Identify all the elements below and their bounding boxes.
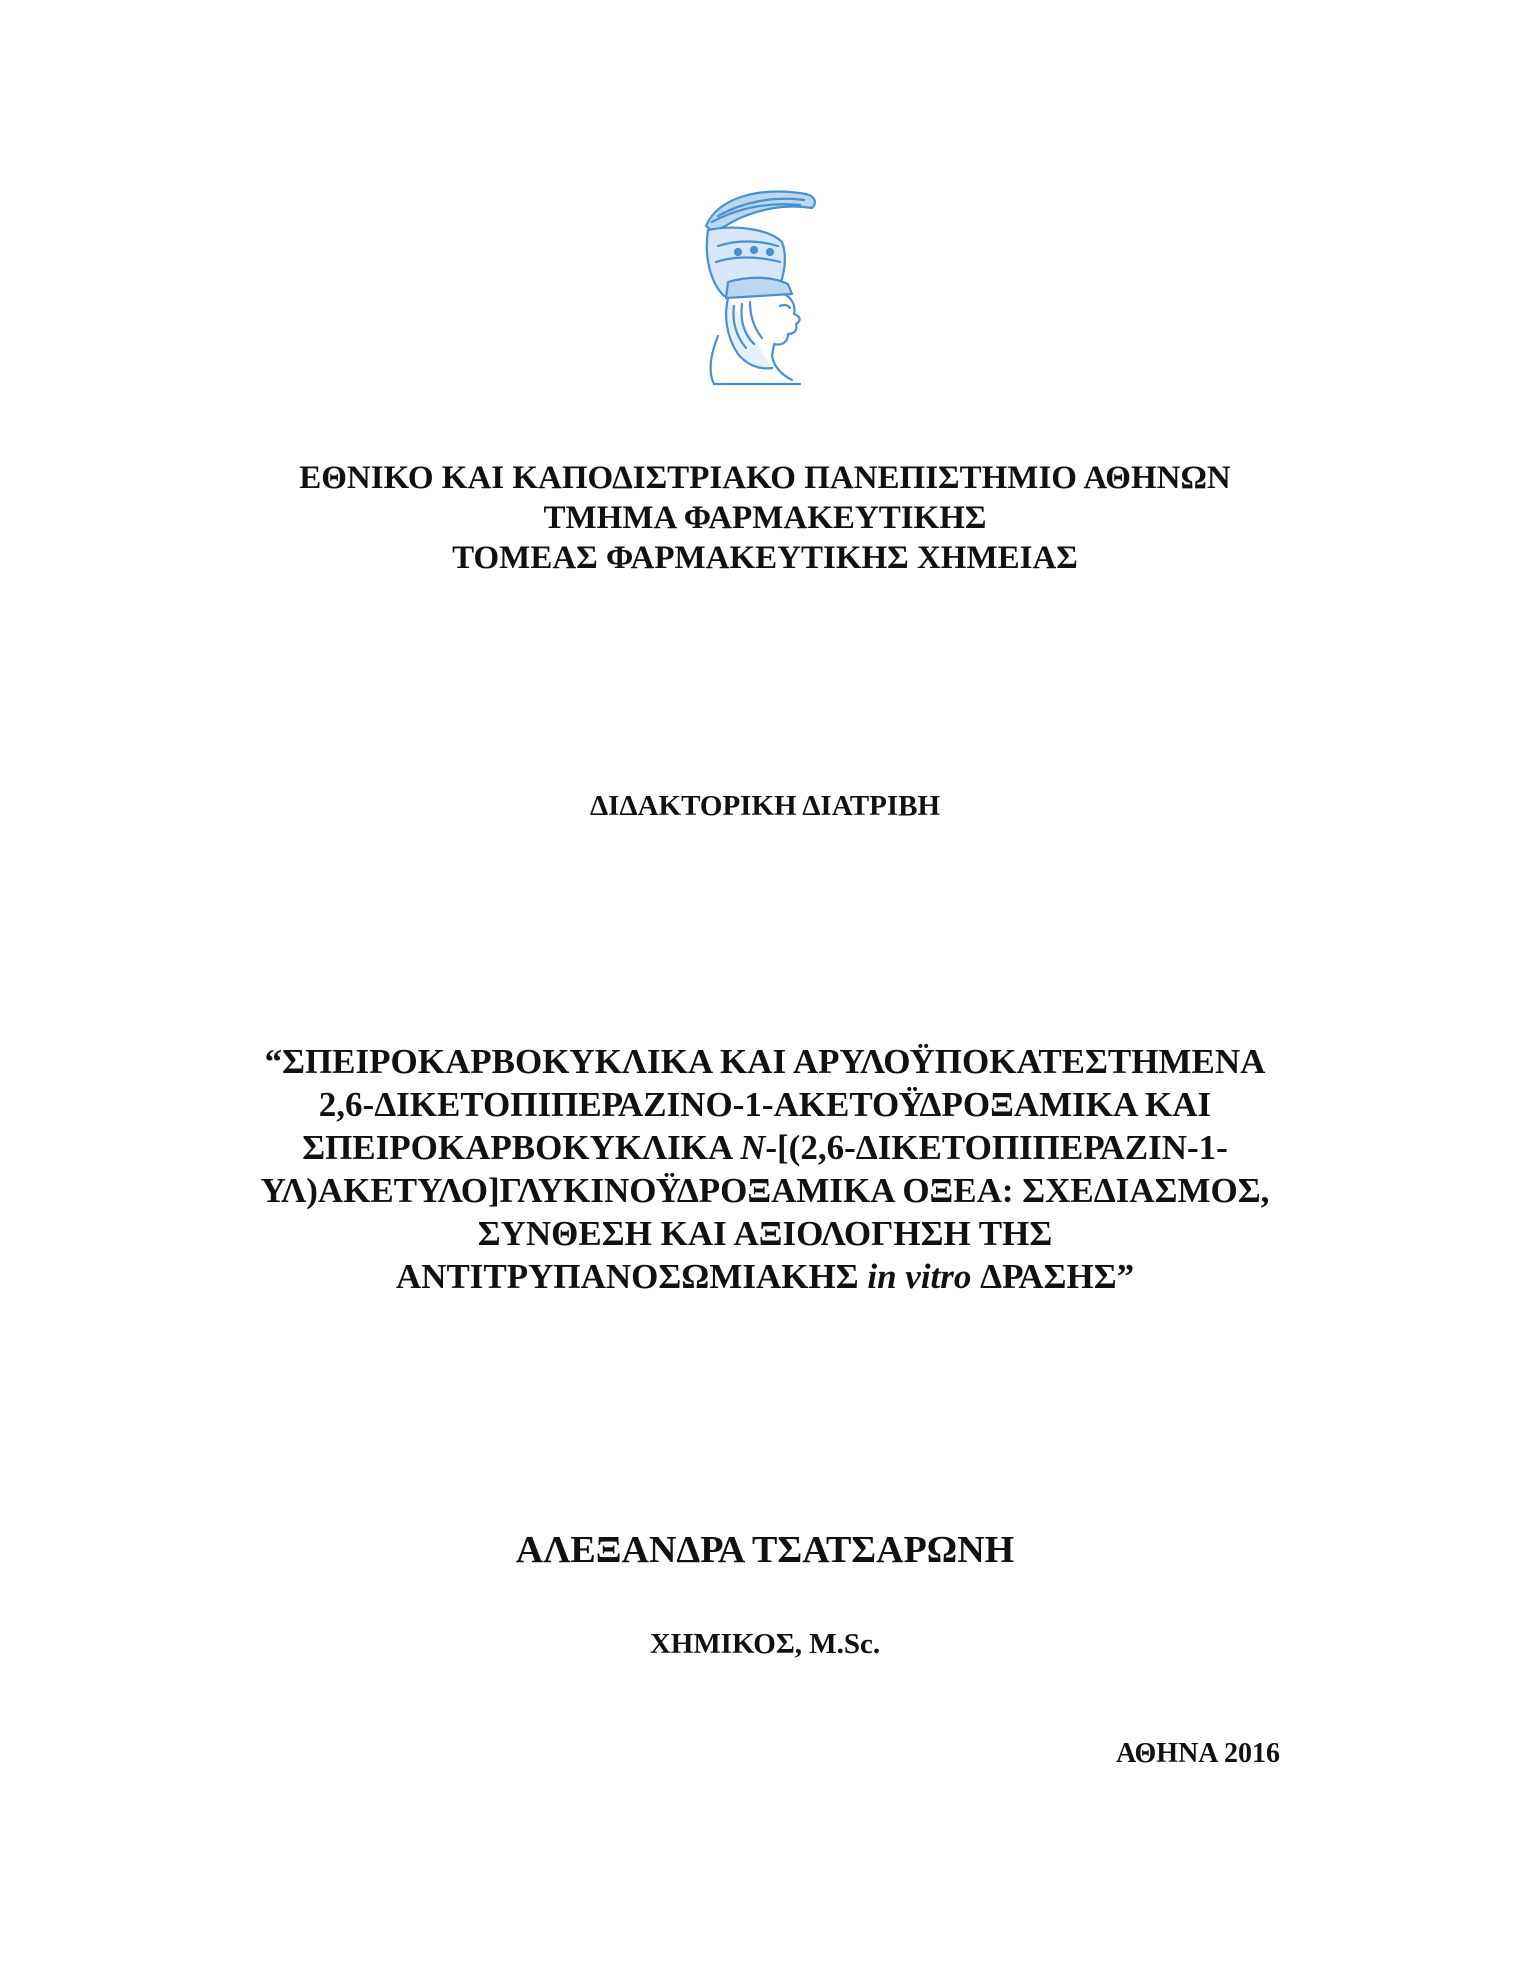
- author-degree: ΧΗΜΙΚΟΣ, M.Sc.: [649, 1628, 881, 1660]
- place-and-year: ΑΘΗΝΑ 2016: [1115, 1738, 1280, 1769]
- sector-name: ΤΟΜΕΑΣ ΦΑΡΜΑΚΕΥΤΙΚΗΣ ΧΗΜΕΙΑΣ: [452, 540, 1078, 576]
- thesis-title-text: ΔΡΑΣΗΣ”: [971, 1257, 1135, 1296]
- thesis-title-text: ΣΠΕΙΡΟΚΑΡΒΟΚΥΚΛΙΚΑ: [302, 1128, 741, 1167]
- thesis-title-line: 2,6-ΔΙΚΕΤΟΠΙΠΕΡΑΖΙΝΟ-1-ΑΚΕΤΟΫΔΡΟΞΑΜΙΚΑ ΚΑΙ: [318, 1085, 1212, 1124]
- thesis-title-text: -[(2,6-ΔΙΚΕΤΟΠΙΠΕΡΑΖΙΝ-1-: [765, 1128, 1228, 1167]
- author-name: ΑΛΕΞΑΝΔΡΑ ΤΣΑΤΣΑΡΩΝΗ: [515, 1529, 1015, 1571]
- thesis-title-line: ΥΛ)ΑΚΕΤΥΛΟ]ΓΛΥΚΙΝΟΫΔΡΟΞΑΜΙΚΑ ΟΞΕΑ: ΣΧΕΔΙΑΣΜΟΣ,: [260, 1171, 1270, 1210]
- department-name: ΤΜΗΜΑ ΦΑΡΜΑΚΕΥΤΙΚΗΣ: [543, 500, 987, 536]
- thesis-title-text: ΑΝΤΙΤΡΥΠΑΝΟΣΩΜΙΑΚΗΣ: [395, 1257, 868, 1296]
- thesis-title-line: [0, 1255, 1530, 1298]
- thesis-title-line: “ΣΠΕΙΡΟΚΑΡΒΟΚΥΚΛΙΚΑ ΚΑΙ ΑΡΥΛΟΫΠΟΚΑΤΕΣΤΗΜΕΝΑ: [264, 1042, 1266, 1081]
- thesis-title-italic: in vitro: [867, 1257, 972, 1296]
- athena-head-emblem-icon: [688, 186, 828, 386]
- thesis-title-line: [0, 1126, 1530, 1169]
- institution-header: [0, 458, 1530, 578]
- thesis-title-italic: N: [740, 1128, 766, 1167]
- document-type: ΔΙΔΑΚΤΟΡΙΚΗ ΔΙΑΤΡΙΒΗ: [589, 790, 941, 822]
- thesis-title: [0, 1040, 1530, 1298]
- thesis-title-line: ΣΥΝΘΕΣΗ ΚΑΙ ΑΞΙΟΛΟΓΗΣΗ ΤΗΣ: [477, 1214, 1053, 1253]
- university-name: ΕΘΝΙΚΟ ΚΑΙ ΚΑΠΟΔΙΣΤΡΙΑΚΟ ΠΑΝΕΠΙΣΤΗΜΙΟ ΑΘΗΝΩΝ: [299, 460, 1231, 496]
